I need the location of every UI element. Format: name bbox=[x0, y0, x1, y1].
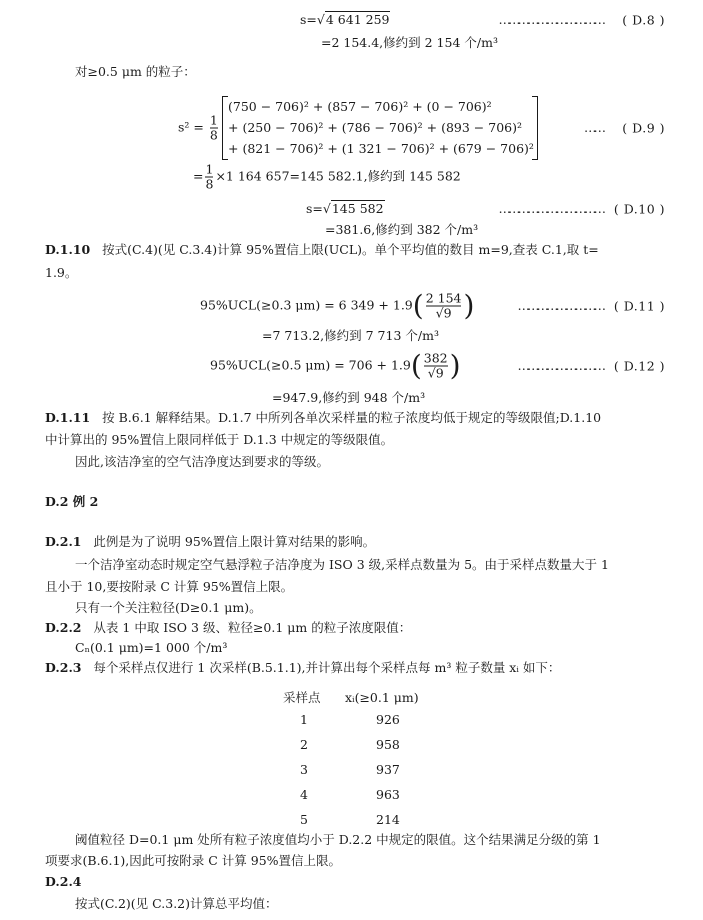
equation-d9-lhs bbox=[178, 114, 220, 143]
paragraph: 一个洁净室动态时规定空气悬浮粒子洁净度为 ISO 3 级,采样点数量为 5。由于采样点数量大于 1 bbox=[75, 557, 609, 572]
equation-number: ( D.10 ) bbox=[613, 201, 665, 217]
equation-result: =947.9,修约到 948 个/m³ bbox=[272, 390, 426, 405]
denominator: 8 bbox=[205, 176, 214, 192]
table-header-point: 采样点 bbox=[283, 690, 321, 705]
equation-result: =7 713.2,修约到 7 713 个/m³ bbox=[262, 328, 439, 343]
section-heading: D.2 例 2 bbox=[45, 494, 99, 509]
limit-value: Cₙ(0.1 μm)=1 000 个/m³ bbox=[75, 640, 228, 655]
equation-number: ( D.11 ) bbox=[613, 298, 665, 314]
clause-number: D.1.11 bbox=[45, 410, 91, 425]
table-cell: 926 bbox=[376, 712, 400, 727]
leader-dots: ……………………… bbox=[517, 298, 603, 313]
clause-number: D.2.4 bbox=[45, 874, 82, 889]
clause-text-cont: 中计算出的 95%置信上限同样低于 D.1.3 中规定的等级限值。 bbox=[45, 432, 394, 447]
fraction bbox=[424, 352, 448, 381]
leader-dots: …… bbox=[584, 120, 603, 135]
table-cell: 3 bbox=[300, 762, 308, 777]
clause-number: D.2.3 bbox=[45, 660, 82, 675]
paragraph: 阈值粒径 D=0.1 μm 处所有粒子浓度值均小于 D.2.2 中规定的限值。这个结果满足分级的第 1 bbox=[75, 832, 601, 847]
equation-d11: 95%UCL(≥0.3 μm) = 6 349 + 1.9( $\frac{2 154}{√9}$ ) bbox=[200, 289, 475, 322]
table-cell: 1 bbox=[300, 712, 308, 727]
fraction bbox=[205, 163, 213, 192]
eq-lhs: 95%UCL(≥0.5 μm) = 706 + 1.9 bbox=[210, 357, 411, 373]
table-cell: 963 bbox=[376, 787, 400, 802]
table-cell: 214 bbox=[376, 812, 400, 827]
denominator: √9 bbox=[427, 365, 444, 381]
paragraph: 只有一个关注粒径(D≥0.1 μm)。 bbox=[75, 600, 262, 615]
equation-result: =381.6,修约到 382 个/m³ bbox=[325, 222, 479, 237]
fraction bbox=[210, 114, 218, 143]
clause-number: D.2.1 bbox=[45, 534, 82, 549]
leader-dots: …………………………… bbox=[498, 12, 603, 27]
clause-text: 按 B.6.1 解释结果。D.1.7 中所列各单次采样量的粒子浓度均低于规定的等级限值;D.1.10 bbox=[102, 410, 602, 425]
matrix-row: (750 − 706)² + (857 − 706)² + (0 − 706)² bbox=[228, 99, 492, 114]
clause-number: D.2.2 bbox=[45, 620, 82, 635]
eq-sign: = bbox=[193, 168, 204, 184]
eq-lhs: s² = bbox=[178, 119, 204, 135]
equation-number: ( D.8 ) bbox=[622, 12, 665, 28]
clause-d2-3 bbox=[45, 660, 560, 676]
eq-radicand: 145 582 bbox=[331, 201, 384, 216]
eq-radicand: 4 641 259 bbox=[325, 12, 390, 27]
numerator: 2 154 bbox=[425, 290, 462, 306]
numerator: 1 bbox=[209, 112, 218, 128]
equation-result bbox=[193, 163, 461, 192]
eq-lhs: s= bbox=[306, 201, 323, 216]
paragraph: 按式(C.2)(见 C.3.2)计算总平均值： bbox=[75, 896, 278, 911]
denominator: 8 bbox=[209, 127, 218, 143]
clause-text: 此例是为了说明 95%置信上限计算对结果的影响。 bbox=[93, 534, 376, 549]
numerator: 382 bbox=[423, 350, 448, 366]
equation-number: ( D.12 ) bbox=[613, 358, 665, 374]
equation-number: ( D.9 ) bbox=[622, 120, 665, 136]
clause-text: 每个采样点仅进行 1 次采样(B.5.1.1),并计算出每个采样点每 m³ 粒子数量 xᵢ 如下： bbox=[93, 660, 561, 675]
clause-d1-11 bbox=[45, 410, 601, 426]
conclusion: 因此,该洁净室的空气洁净度达到要求的等级。 bbox=[75, 454, 329, 469]
equation-d10: s=√145 582 bbox=[306, 201, 384, 216]
table-cell: 2 bbox=[300, 737, 308, 752]
eq-result-text: ×1 164 657=145 582.1,修约到 145 582 bbox=[215, 168, 461, 184]
leader-dots: …………………………… bbox=[498, 201, 603, 216]
clause-d2-2 bbox=[45, 620, 411, 636]
equation-result: =2 154.4,修约到 2 154 个/m³ bbox=[321, 35, 498, 50]
table-cell: 4 bbox=[300, 787, 308, 802]
eq-lhs: s= bbox=[300, 12, 317, 27]
table-cell: 958 bbox=[376, 737, 400, 752]
table-cell: 937 bbox=[376, 762, 400, 777]
matrix-row: + (250 − 706)² + (786 − 706)² + (893 − 706)² bbox=[228, 120, 522, 135]
paragraph-cont: 且小于 10,要按附录 C 计算 95%置信上限。 bbox=[45, 579, 294, 594]
leader-dots: ……………………… bbox=[517, 358, 603, 373]
table-header-value: xᵢ(≥0.1 μm) bbox=[345, 690, 419, 705]
clause-number: D.1.10 bbox=[45, 242, 91, 257]
equation-d8: s=√4 641 259 bbox=[300, 12, 390, 27]
matrix-row: + (821 − 706)² + (1 321 − 706)² + (679 − 706)² bbox=[228, 141, 534, 156]
paragraph-cont: 项要求(B.6.1),因此可按附录 C 计算 95%置信上限。 bbox=[45, 853, 342, 868]
clause-d1-10 bbox=[45, 242, 599, 258]
clause-d2-1 bbox=[45, 534, 375, 550]
equation-d12: 95%UCL(≥0.5 μm) = 706 + 1.9( $\frac{382}{√9}$ ) bbox=[210, 349, 461, 382]
table-cell: 5 bbox=[300, 812, 308, 827]
clause-text-cont: 1.9。 bbox=[45, 265, 78, 280]
eq-lhs: 95%UCL(≥0.3 μm) = 6 349 + 1.9 bbox=[200, 297, 413, 313]
fraction bbox=[426, 292, 462, 321]
clause-text: 从表 1 中取 ISO 3 级、粒径≥0.1 μm 的粒子浓度限值： bbox=[93, 620, 412, 635]
denominator: √9 bbox=[435, 305, 452, 321]
numerator: 1 bbox=[205, 161, 214, 177]
paragraph: 对≥0.5 μm 的粒子： bbox=[75, 64, 196, 79]
clause-text: 按式(C.4)(见 C.3.4)计算 95%置信上限(UCL)。单个平均值的数目 m=9,查表 C.1,取 t= bbox=[102, 242, 599, 257]
